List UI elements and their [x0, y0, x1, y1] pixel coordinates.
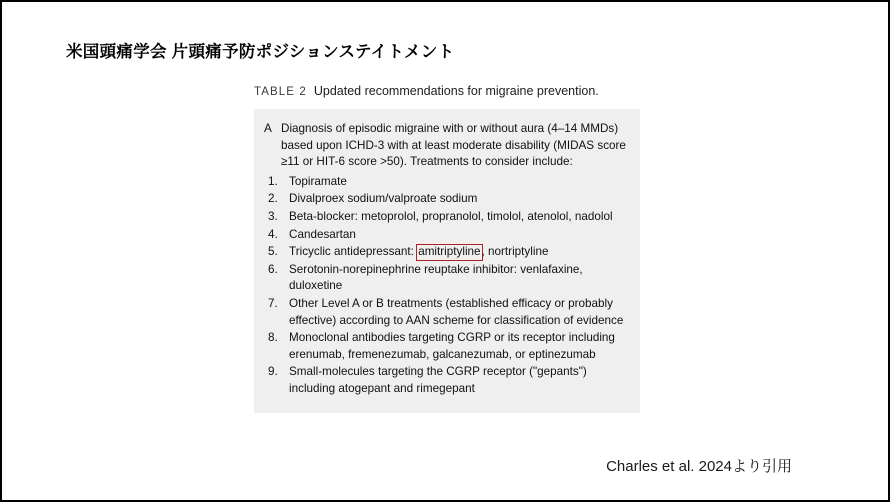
row-marker: A — [264, 122, 272, 135]
table-body — [254, 109, 640, 413]
row-text: Small-molecules targeting the CGRP receptor ("gepants") including atogepant and rimegepant — [289, 365, 587, 395]
row-marker: 3. — [268, 209, 278, 223]
row-marker: 2. — [268, 192, 278, 206]
table-row — [264, 209, 628, 226]
row-marker: 6. — [268, 262, 278, 276]
row-marker: 5. — [268, 245, 278, 259]
row-text: Beta-blocker: metoprolol, propranolol, timolol, atenolol, nadolol — [289, 209, 613, 223]
row-text: Topiramate — [289, 174, 347, 188]
row-text: Serotonin-norepinephrine reuptake inhibitor: venlafaxine, duloxetine — [289, 262, 583, 293]
table-row — [264, 262, 628, 295]
row-marker: 7. — [268, 296, 278, 310]
row-text: Diagnosis of episodic migraine with or without aura (4–14 MMDs) based upon ICHD-3 with at least moderate disability (MIDAS score ≥11 or HIT-6 score >50). Treatments to consider include: — [281, 122, 626, 169]
table-row — [264, 227, 628, 244]
table-caption — [254, 84, 640, 98]
table-row — [264, 364, 628, 397]
table-label: TABLE 2 — [254, 86, 307, 98]
table-row — [264, 174, 628, 191]
table-row — [264, 121, 628, 171]
row-text: Divalproex sodium/valproate sodium — [289, 192, 478, 206]
source-credit: Charles et al. 2024より引用 — [606, 458, 792, 475]
row-marker: 9. — [268, 365, 278, 379]
table-row — [264, 330, 628, 363]
row-text-suffix: , nortriptyline — [481, 245, 549, 259]
row-marker: 4. — [268, 227, 278, 241]
row-text: Other Level A or B treatments (established efficacy or probably effective) according to AAN scheme for classification of evidence — [289, 296, 624, 327]
table-row — [264, 191, 628, 208]
table-figure — [254, 84, 640, 413]
table-caption-text: Updated recommendations for migraine prevention. — [313, 84, 599, 98]
row-marker: 1. — [268, 174, 278, 188]
row-text-prefix: Tricyclic antidepressant: — [289, 245, 418, 259]
highlight-box-amitriptyline: amitriptyline — [416, 244, 482, 261]
row-marker: 8. — [268, 331, 278, 345]
row-text — [289, 244, 628, 261]
row-text: Monoclonal antibodies targeting CGRP or its receptor including erenumab, fremenezumab, galcanezumab, or eptinezumab — [289, 331, 615, 361]
row-text: Candesartan — [289, 227, 356, 241]
page-title: 米国頭痛学会 片頭痛予防ポジションステイトメント — [66, 43, 455, 61]
table-row — [264, 296, 628, 329]
table-row-highlighted — [264, 244, 628, 261]
